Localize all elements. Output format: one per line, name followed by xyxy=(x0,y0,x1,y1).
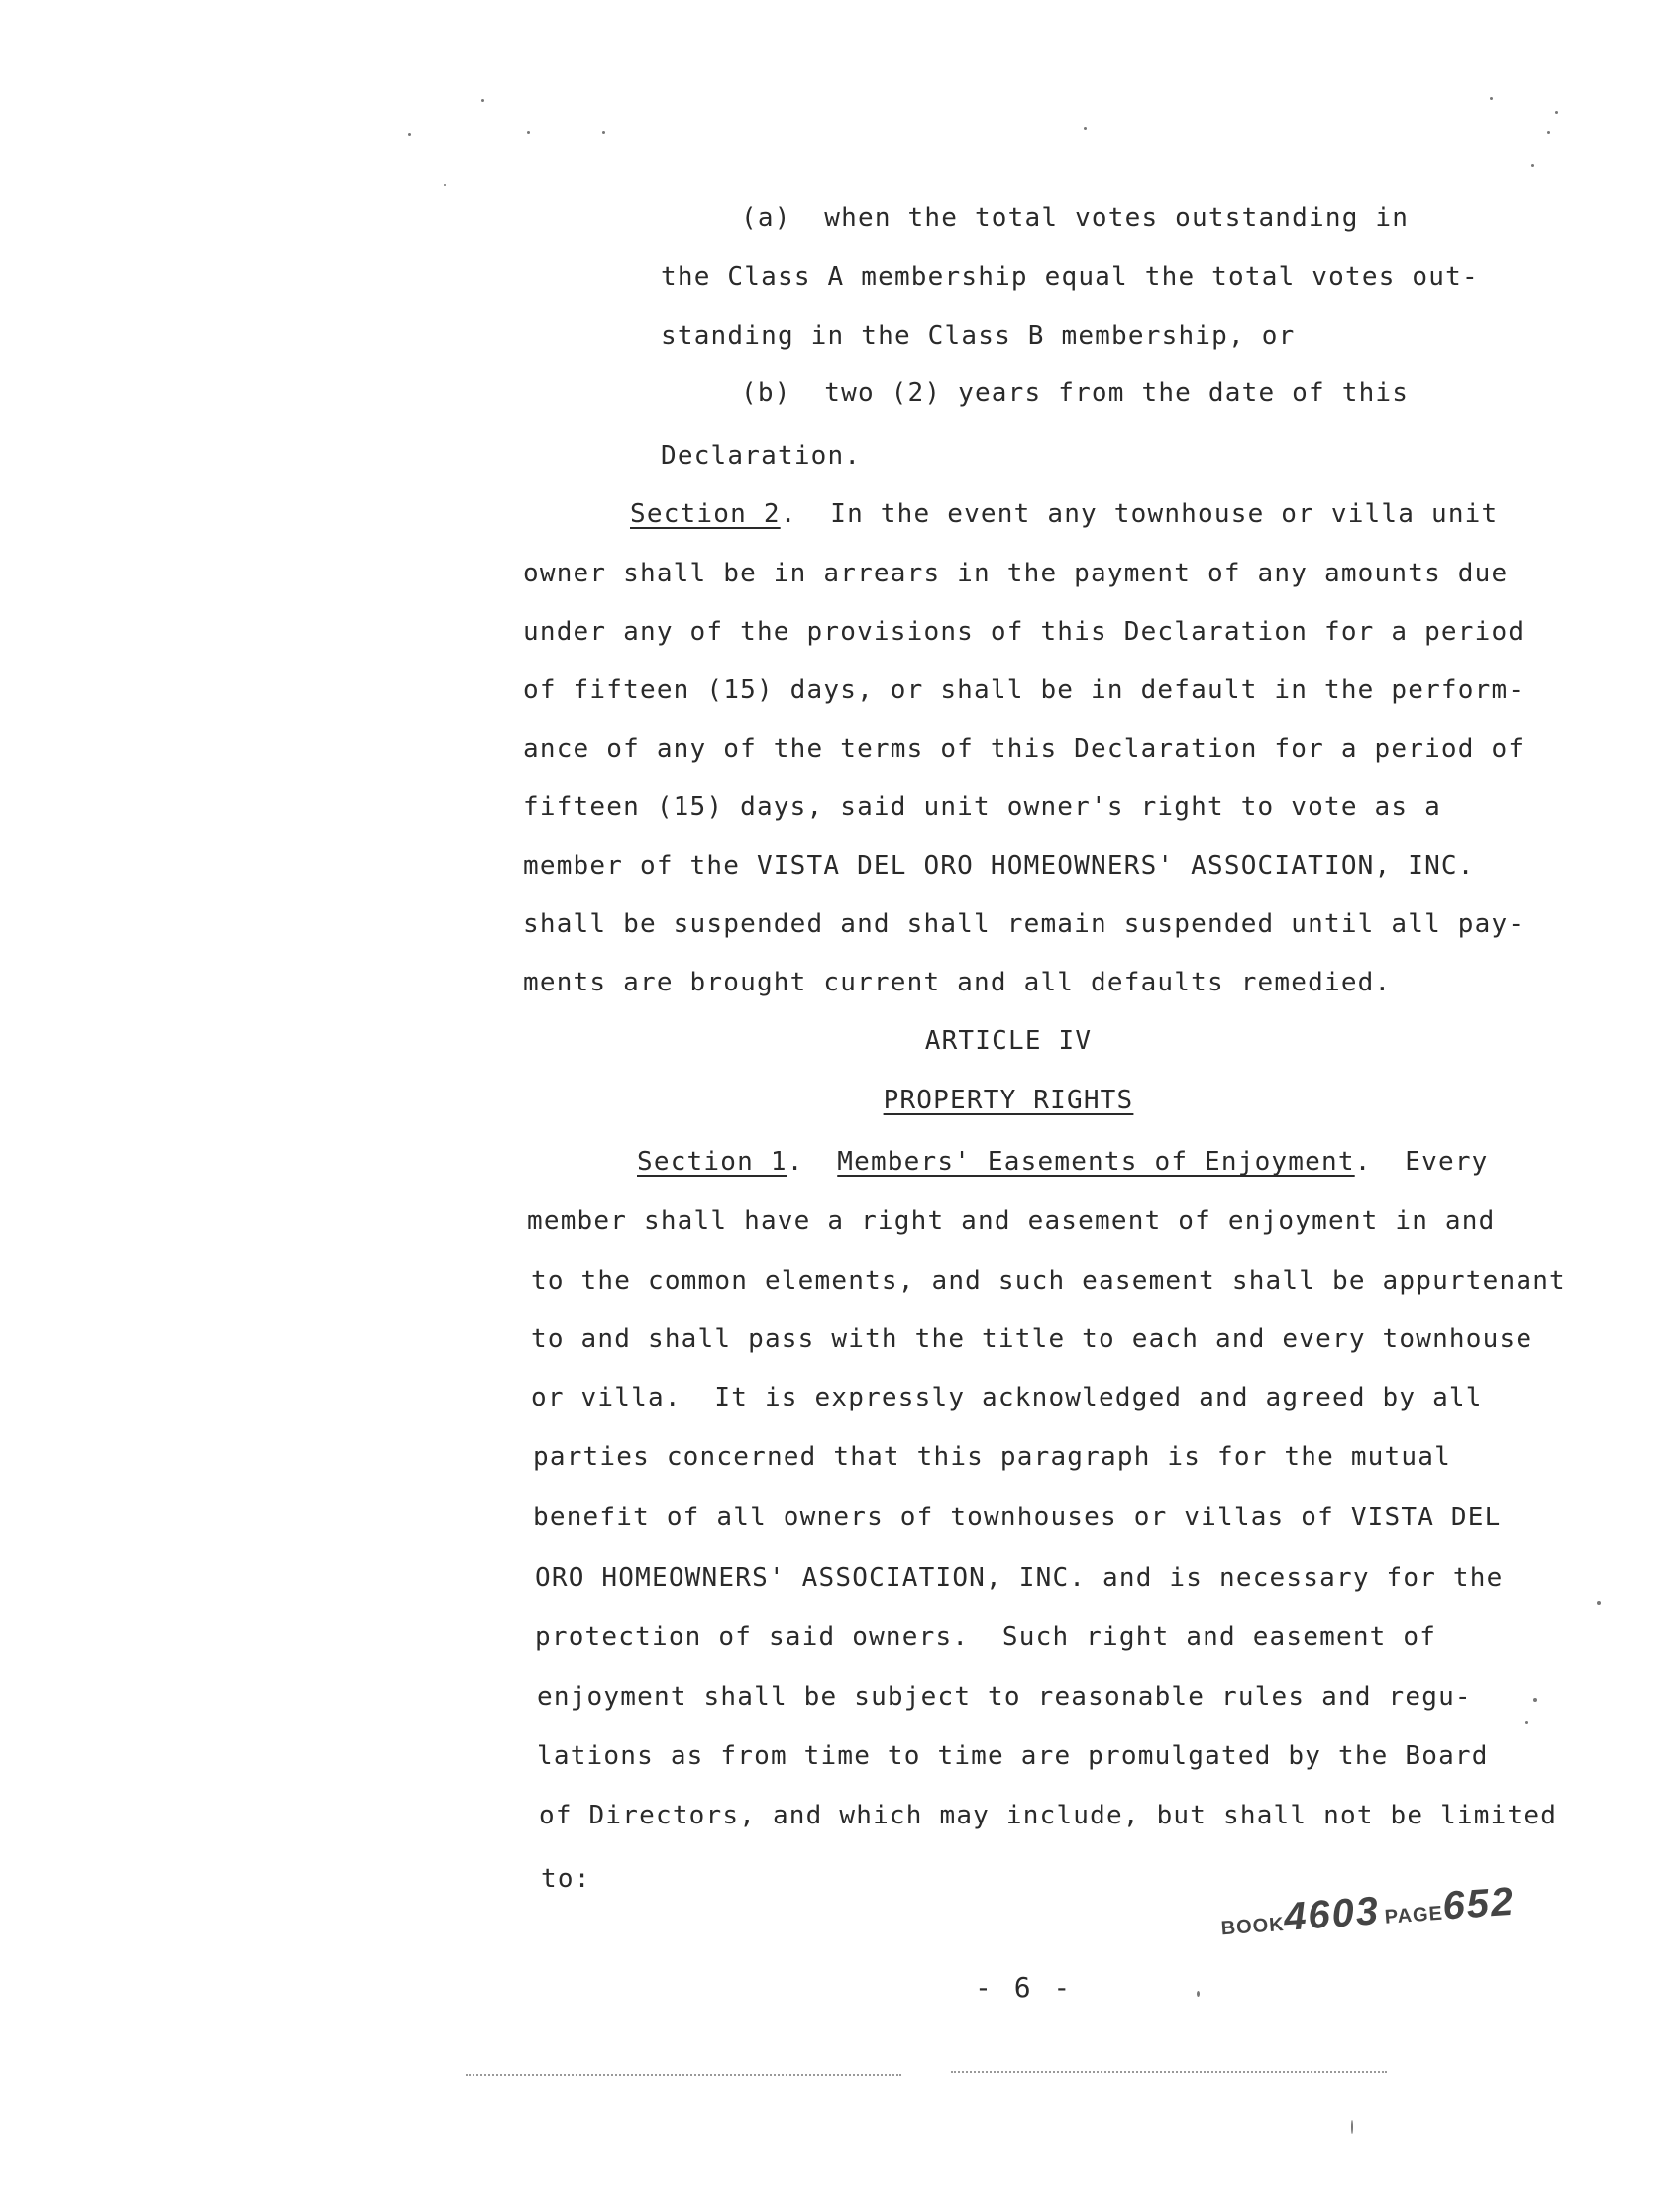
scan-speck xyxy=(1547,131,1550,134)
text-line: parties concerned that this paragraph is for the mutual xyxy=(533,1442,1451,1472)
stamp-page-number: 652 xyxy=(1440,1879,1517,1928)
scan-speck xyxy=(1597,1601,1601,1605)
section-1-line xyxy=(637,1145,1489,1179)
scan-speck xyxy=(481,99,484,102)
scan-divider-line xyxy=(466,2074,901,2076)
stamp-page-label: PAGE xyxy=(1384,1902,1444,1928)
text-line: ORO HOMEOWNERS' ASSOCIATION, INC. and is necessary for the xyxy=(535,1563,1504,1593)
text-line: to the common elements, and such easement shall be appurtenant xyxy=(531,1266,1566,1296)
scan-speck xyxy=(1555,111,1558,114)
section-1-heading: Section 1 xyxy=(637,1147,788,1177)
scan-speck xyxy=(444,184,446,186)
scan-speck xyxy=(1197,1991,1200,1997)
text-line: (b) two (2) years from the date of this xyxy=(741,378,1410,408)
text-fragment: . xyxy=(787,1147,838,1177)
text-fragment: . Every xyxy=(1354,1147,1489,1177)
text-line: benefit of all owners of townhouses or villas of VISTA DEL xyxy=(533,1503,1502,1532)
text-line: protection of said owners. Such right and easement of xyxy=(535,1622,1437,1652)
text-line: ments are brought current and all defaults remedied. xyxy=(523,968,1392,997)
scan-speck xyxy=(602,131,605,134)
scan-speck xyxy=(1351,2120,1353,2134)
article-heading: ARTICLE IV xyxy=(924,1026,1093,1056)
text-line: of Directors, and which may include, but shall not be limited xyxy=(539,1801,1558,1830)
text-fragment: . In the event any townhouse or villa unit xyxy=(780,499,1499,529)
scan-speck xyxy=(527,131,530,134)
text-line: member shall have a right and easement of enjoyment in and xyxy=(527,1206,1496,1236)
text-line: ance of any of the terms of this Declaration for a period of xyxy=(523,734,1525,764)
text-line: or villa. It is expressly acknowledged and agreed by all xyxy=(531,1383,1483,1412)
text-line: standing in the Class B membership, or xyxy=(661,321,1296,351)
text-line: the Class A membership equal the total votes out- xyxy=(661,262,1479,292)
scan-speck xyxy=(1533,1698,1537,1702)
stamp-book-number: 4603 xyxy=(1282,1889,1382,1939)
page-number: - 6 - xyxy=(975,1971,1074,2004)
text-line: to and shall pass with the title to each and every townhouse xyxy=(531,1324,1533,1354)
scan-speck xyxy=(1084,127,1087,130)
text-line: lations as from time to time are promulgated by the Board xyxy=(537,1741,1489,1771)
text-line: under any of the provisions of this Declaration for a period xyxy=(523,617,1525,647)
text-line: (a) when the total votes outstanding in xyxy=(741,203,1410,233)
section-1-title: Members' Easements of Enjoyment xyxy=(837,1147,1355,1177)
section-2-heading: Section 2 xyxy=(630,499,781,529)
scan-speck xyxy=(1531,164,1534,167)
text-line: Declaration. xyxy=(661,441,862,470)
text-line: member of the VISTA DEL ORO HOMEOWNERS' ASSOCIATION, INC. xyxy=(523,851,1475,881)
article-title: PROPERTY RIGHTS xyxy=(883,1086,1134,1115)
text-line: fifteen (15) days, said unit owner's right to vote as a xyxy=(523,792,1441,822)
stamp-book-label: BOOK xyxy=(1220,1913,1286,1940)
text-line: owner shall be in arrears in the payment of any amounts due xyxy=(523,559,1509,588)
scan-divider-line xyxy=(951,2071,1387,2073)
book-page-stamp xyxy=(1219,1880,1517,1945)
text-line: of fifteen (15) days, or shall be in default in the perform- xyxy=(523,676,1525,705)
text-line: to: xyxy=(541,1864,591,1894)
text-line: shall be suspended and shall remain suspended until all pay- xyxy=(523,909,1525,939)
section-2-line xyxy=(630,497,1498,531)
scan-speck xyxy=(1490,97,1493,100)
text-line: enjoyment shall be subject to reasonable rules and regu- xyxy=(537,1682,1472,1712)
scan-speck xyxy=(1525,1721,1528,1724)
scan-speck xyxy=(408,133,411,136)
